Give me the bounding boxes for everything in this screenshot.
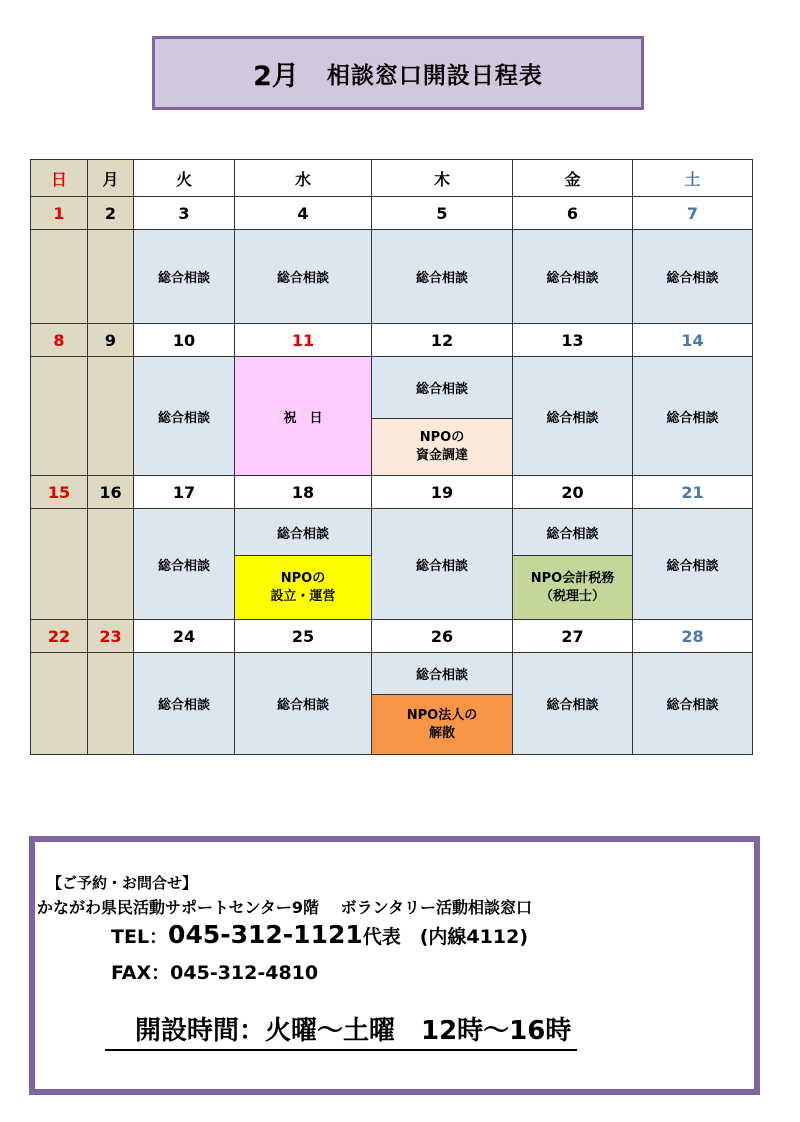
date-cell: 25 [235,620,372,653]
session-label-line2: 資金調達 [415,448,468,463]
general-consultation-label: 総合相談 [372,357,512,419]
general-consultation-cell: 総合相談 [633,653,753,755]
npo-tax-session [513,556,632,619]
date-row-week1 [31,197,753,230]
date-cell-holiday: 11 [235,324,372,357]
session-row-week3 [31,509,753,620]
general-consultation-cell: 総合相談 [633,230,753,324]
contact-heading: 【ご予約・お問合せ】 [47,874,198,892]
date-cell: 18 [235,476,372,509]
npo-setup-session [235,556,371,619]
general-consultation-cell: 総合相談 [513,653,633,755]
general-consultation-cell: 総合相談 [633,509,753,620]
closed-cell [88,509,134,620]
general-consultation-cell: 総合相談 [134,357,235,476]
general-consultation-cell: 総合相談 [633,357,753,476]
session-label-line1: NPO法人の [406,707,478,723]
closed-cell [88,230,134,324]
weekday-wed: 水 [235,160,372,197]
opening-hours: 開設時間：火曜～土曜 12時～16時 [105,1010,577,1051]
split-cell [235,509,372,620]
date-row-week3 [31,476,753,509]
contact-tel-line [111,920,528,949]
tel-label: TEL： [111,926,169,948]
session-label-line1: NPOの [419,430,465,446]
date-cell: 7 [633,197,753,230]
general-consultation-cell: 総合相談 [134,230,235,324]
title-text: 相談窓口開設日程表 [326,62,543,89]
tel-suffix: 代表 (内線4112) [362,926,528,948]
date-cell: 19 [372,476,513,509]
date-cell: 16 [88,476,134,509]
general-consultation-cell: 総合相談 [513,357,633,476]
holiday-cell: 祝 日 [235,357,372,476]
closed-cell [88,357,134,476]
date-cell: 12 [372,324,513,357]
date-row-week2 [31,324,753,357]
npo-funding-session [372,419,512,475]
split-cell [372,653,513,755]
contact-organization: かながわ県民活動サポートセンター9階 ボランタリー活動相談窓口 [37,898,532,917]
date-cell: 21 [633,476,753,509]
date-cell: 1 [31,197,88,230]
general-consultation-label: 総合相談 [372,653,512,695]
date-cell: 8 [31,324,88,357]
date-cell: 5 [372,197,513,230]
title-month: 2月 [253,60,299,92]
closed-cell [31,230,88,324]
session-row-week2 [31,357,753,476]
session-label-line1: NPO会計税務 [530,570,615,586]
date-cell: 10 [134,324,235,357]
date-cell: 26 [372,620,513,653]
date-cell: 28 [633,620,753,653]
closed-cell [88,653,134,755]
general-consultation-cell: 総合相談 [235,230,372,324]
npo-dissolution-session [372,695,512,754]
session-row-week4 [31,653,753,755]
general-consultation-cell: 総合相談 [235,653,372,755]
date-cell: 14 [633,324,753,357]
date-cell: 27 [513,620,633,653]
date-cell: 6 [513,197,633,230]
date-cell: 20 [513,476,633,509]
weekday-sat: 土 [633,160,753,197]
session-label-line2: （税理士） [539,588,605,604]
general-consultation-cell: 総合相談 [513,230,633,324]
contact-fax: FAX：045-312-4810 [111,962,319,984]
weekday-tue: 火 [134,160,235,197]
calendar-table [30,159,753,755]
general-consultation-cell: 総合相談 [372,509,513,620]
split-cell [513,509,633,620]
session-label-line2: 解散 [428,725,455,741]
date-cell: 3 [134,197,235,230]
page-title [152,36,644,110]
date-cell: 24 [134,620,235,653]
session-row-week1 [31,230,753,324]
session-label-line1: NPOの [280,570,326,586]
general-consultation-cell: 総合相談 [134,509,235,620]
closed-cell [31,653,88,755]
closed-cell [31,509,88,620]
weekday-sun: 日 [31,160,88,197]
date-row-week4 [31,620,753,653]
date-cell: 22 [31,620,88,653]
tel-number: 045-312-1121 [168,920,363,949]
split-cell [372,357,513,476]
date-cell-holiday: 23 [88,620,134,653]
date-cell: 17 [134,476,235,509]
date-cell: 2 [88,197,134,230]
closed-cell [31,357,88,476]
general-consultation-cell: 総合相談 [134,653,235,755]
date-cell: 9 [88,324,134,357]
general-consultation-cell: 総合相談 [372,230,513,324]
weekday-header-row [31,160,753,197]
contact-info-box [29,836,760,1095]
date-cell: 4 [235,197,372,230]
weekday-fri: 金 [513,160,633,197]
weekday-thu: 木 [372,160,513,197]
weekday-mon: 月 [88,160,134,197]
session-label-line2: 設立・運営 [270,588,336,604]
date-cell: 13 [513,324,633,357]
general-consultation-label: 総合相談 [235,509,371,556]
general-consultation-label: 総合相談 [513,509,632,556]
date-cell: 15 [31,476,88,509]
